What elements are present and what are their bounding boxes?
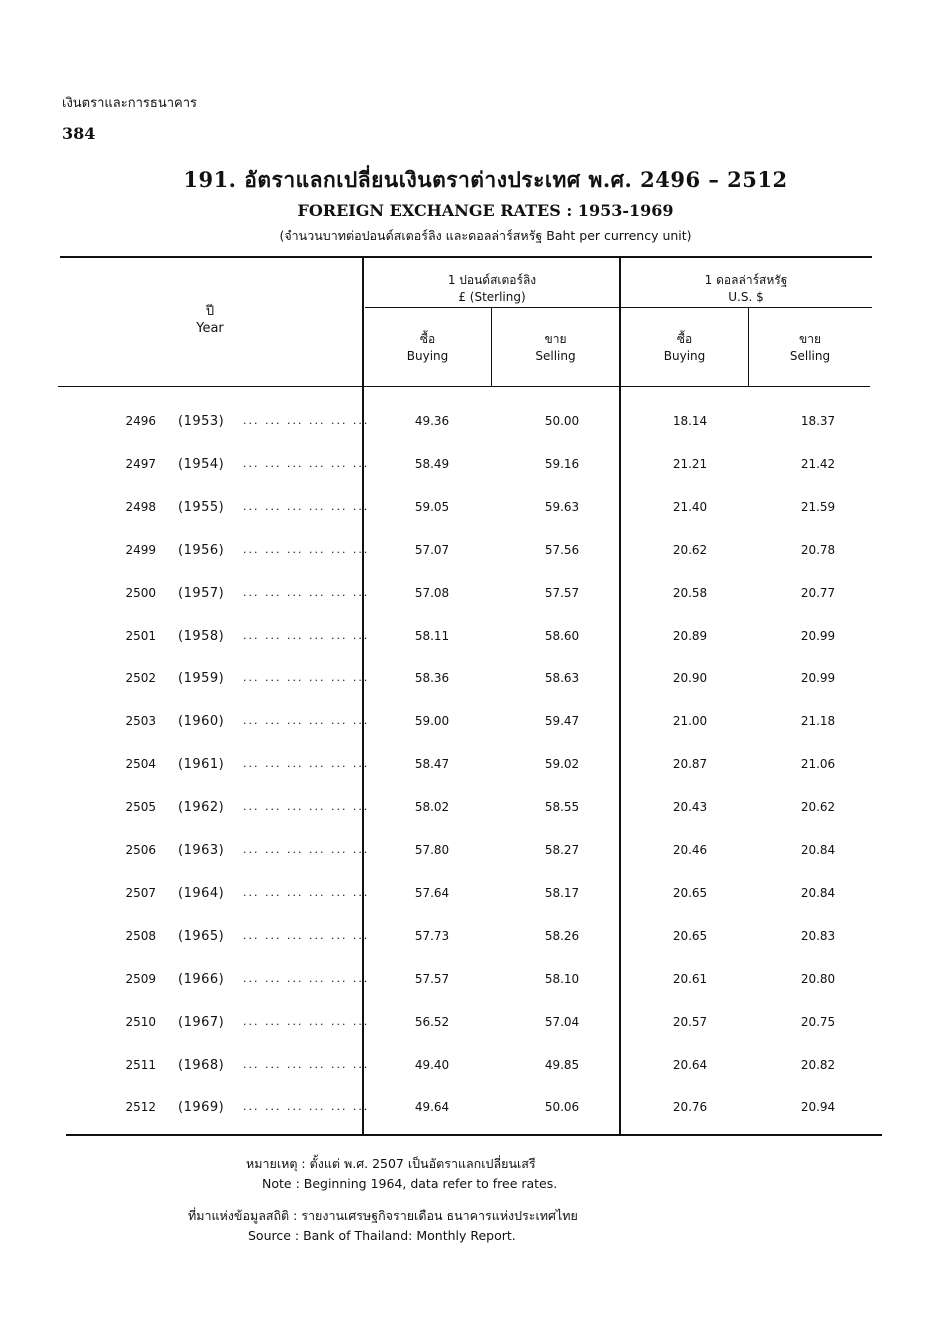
table-row xyxy=(0,714,941,734)
sterling-buying-value: 57.64 xyxy=(414,886,450,900)
leader-dots: ... ... ... ... ... ... xyxy=(243,757,370,770)
leader-dots: ... ... ... ... ... ... xyxy=(243,843,370,856)
sterling-selling-value: 57.57 xyxy=(544,586,580,600)
dollar-buying-value: 20.43 xyxy=(672,800,708,814)
leader-dots: ... ... ... ... ... ... xyxy=(243,886,370,899)
sterling-selling-value: 58.26 xyxy=(544,929,580,943)
dollar-selling-value: 20.82 xyxy=(800,1058,836,1072)
dollar-buying-value: 21.00 xyxy=(672,714,708,728)
sterling-selling-value: 58.55 xyxy=(544,800,580,814)
dollar-header-line1: 1 ดอลล่าร์สหรัฐ xyxy=(704,273,788,287)
year-be: 2504 xyxy=(125,757,156,771)
year-be: 2512 xyxy=(125,1100,156,1114)
sterling-buying-value: 57.57 xyxy=(414,972,450,986)
dollar-selling-value: 21.18 xyxy=(800,714,836,728)
sterling-buying-value: 57.73 xyxy=(414,929,450,943)
subheader-english: Buying xyxy=(406,349,449,363)
dollar-selling-value: 18.37 xyxy=(800,414,836,428)
dollar-selling-value: 20.84 xyxy=(800,886,836,900)
subheader-english: Buying xyxy=(663,349,706,363)
year-be: 2505 xyxy=(125,800,156,814)
dollar-selling-value: 20.84 xyxy=(800,843,836,857)
dollar-selling-value: 20.83 xyxy=(800,929,836,943)
dollar-buying-value: 20.87 xyxy=(672,757,708,771)
sterling-buying-value: 58.11 xyxy=(414,629,450,643)
leader-dots: ... ... ... ... ... ... xyxy=(243,714,370,727)
dollar-selling-value: 20.99 xyxy=(800,671,836,685)
leader-dots: ... ... ... ... ... ... xyxy=(243,972,370,985)
dollar-buying-value: 18.14 xyxy=(672,414,708,428)
year-ad: (1963) xyxy=(178,843,225,858)
table-row xyxy=(0,500,941,520)
year-ad: (1967) xyxy=(178,1015,225,1030)
dollar-selling-value: 21.42 xyxy=(800,457,836,471)
dollar-buying-value: 20.57 xyxy=(672,1015,708,1029)
sterling-selling-value: 58.27 xyxy=(544,843,580,857)
dollar-buying-value: 20.58 xyxy=(672,586,708,600)
dollar-buying-value: 20.62 xyxy=(672,543,708,557)
year-be: 2510 xyxy=(125,1015,156,1029)
dollar-selling-value: 21.06 xyxy=(800,757,836,771)
sterling-selling-header xyxy=(492,331,619,365)
leader-dots: ... ... ... ... ... ... xyxy=(243,929,370,942)
dollar-buying-header xyxy=(621,331,748,365)
year-ad: (1954) xyxy=(178,457,225,472)
year-ad: (1961) xyxy=(178,757,225,772)
sterling-buying-value: 58.02 xyxy=(414,800,450,814)
dollar-selling-value: 20.94 xyxy=(800,1100,836,1114)
sterling-buying-value: 49.36 xyxy=(414,414,450,428)
sterling-selling-value: 50.06 xyxy=(544,1100,580,1114)
subheader-english: Selling xyxy=(535,349,576,363)
sterling-buying-value: 49.40 xyxy=(414,1058,450,1072)
year-ad: (1969) xyxy=(178,1100,225,1115)
sterling-selling-value: 59.47 xyxy=(544,714,580,728)
table-title-thai: 191. อัตราแลกเปลี่ยนเงินตราต่างประเทศ พ.ศ. 2496 – 2512 xyxy=(183,167,788,192)
sterling-selling-value: 58.60 xyxy=(544,629,580,643)
table-row xyxy=(0,843,941,863)
dollar-buying-value: 20.46 xyxy=(672,843,708,857)
subheader-thai: ขาย xyxy=(544,332,567,346)
leader-dots: ... ... ... ... ... ... xyxy=(243,414,370,427)
table-row xyxy=(0,1015,941,1035)
year-ad: (1966) xyxy=(178,972,225,987)
year-be: 2502 xyxy=(125,671,156,685)
subheader-thai: ซื้อ xyxy=(419,332,436,346)
subheader-thai: ซื้อ xyxy=(676,332,693,346)
sterling-buying-value: 58.49 xyxy=(414,457,450,471)
dollar-header-line2: U.S. $ xyxy=(728,290,764,304)
year-header-thai: ปี xyxy=(205,304,215,319)
year-ad: (1955) xyxy=(178,500,225,515)
page-number: 384 xyxy=(62,124,96,143)
dollar-buying-value: 21.40 xyxy=(672,500,708,514)
table-row xyxy=(0,1100,941,1120)
dollar-buying-value: 20.89 xyxy=(672,629,708,643)
table-row xyxy=(0,757,941,777)
dollar-selling-header xyxy=(749,331,871,365)
note-thai: หมายเหตุ : ตั้งแต่ พ.ศ. 2507 เป็นอัตราแลกเปลี่ยนเสรี xyxy=(246,1156,536,1171)
leader-dots: ... ... ... ... ... ... xyxy=(243,1100,370,1113)
title-block xyxy=(0,164,941,246)
dollar-selling-value: 20.99 xyxy=(800,629,836,643)
dollar-selling-value: 20.75 xyxy=(800,1015,836,1029)
dollar-buying-value: 20.61 xyxy=(672,972,708,986)
year-ad: (1959) xyxy=(178,671,225,686)
sterling-header-line1: 1 ปอนด์สเตอร์ลิง xyxy=(447,273,537,287)
table-row xyxy=(0,629,941,649)
sterling-buying-value: 59.05 xyxy=(414,500,450,514)
year-header xyxy=(60,303,360,337)
sterling-group-header xyxy=(364,272,620,306)
sterling-buying-value: 59.00 xyxy=(414,714,450,728)
table-row xyxy=(0,457,941,477)
year-ad: (1968) xyxy=(178,1058,225,1073)
year-ad: (1958) xyxy=(178,629,225,644)
source-thai: ที่มาแห่งข้อมูลสถิติ : รายงานเศรษฐกิจรายเดือน ธนาคารแห่งประเทศไทย xyxy=(188,1208,578,1223)
dollar-selling-value: 20.62 xyxy=(800,800,836,814)
dollar-selling-value: 20.78 xyxy=(800,543,836,557)
year-be: 2501 xyxy=(125,629,156,643)
leader-dots: ... ... ... ... ... ... xyxy=(243,671,370,684)
table-bottom-rule xyxy=(66,1134,882,1136)
year-be: 2499 xyxy=(125,543,156,557)
year-be: 2507 xyxy=(125,886,156,900)
year-column-rule xyxy=(362,258,364,1134)
source-english: Source : Bank of Thailand: Monthly Report. xyxy=(248,1228,516,1243)
leader-dots: ... ... ... ... ... ... xyxy=(243,457,370,470)
table-row xyxy=(0,972,941,992)
year-ad: (1962) xyxy=(178,800,225,815)
dollar-group-header xyxy=(621,272,871,306)
sterling-selling-value: 58.63 xyxy=(544,671,580,685)
sterling-selling-value: 50.00 xyxy=(544,414,580,428)
table-row xyxy=(0,929,941,949)
table-row xyxy=(0,1058,941,1078)
year-be: 2503 xyxy=(125,714,156,728)
table-row xyxy=(0,800,941,820)
note-english: Note : Beginning 1964, data refer to free rates. xyxy=(262,1176,558,1191)
running-head: เงินตราและการธนาคาร xyxy=(62,96,197,111)
header-bottom-rule xyxy=(58,386,870,387)
leader-dots: ... ... ... ... ... ... xyxy=(243,1015,370,1028)
leader-dots: ... ... ... ... ... ... xyxy=(243,1058,370,1071)
sterling-buying-value: 58.36 xyxy=(414,671,450,685)
sterling-buying-value: 56.52 xyxy=(414,1015,450,1029)
leader-dots: ... ... ... ... ... ... xyxy=(243,586,370,599)
year-be: 2500 xyxy=(125,586,156,600)
sterling-buying-header xyxy=(364,331,491,365)
sterling-selling-value: 58.10 xyxy=(544,972,580,986)
subheader-thai: ขาย xyxy=(799,332,821,346)
dollar-selling-value: 20.77 xyxy=(800,586,836,600)
year-ad: (1965) xyxy=(178,929,225,944)
sterling-selling-value: 59.16 xyxy=(544,457,580,471)
dollar-buying-value: 20.90 xyxy=(672,671,708,685)
leader-dots: ... ... ... ... ... ... xyxy=(243,500,370,513)
sterling-buying-value: 57.80 xyxy=(414,843,450,857)
dollar-buying-value: 21.21 xyxy=(672,457,708,471)
year-ad: (1957) xyxy=(178,586,225,601)
unit-note: (จำนวนบาทต่อปอนด์สเตอร์ลิง และดอลล่าร์สหรัฐ Baht per currency unit) xyxy=(279,228,692,243)
year-ad: (1953) xyxy=(178,414,225,429)
sterling-buying-value: 57.07 xyxy=(414,543,450,557)
table-row xyxy=(0,543,941,563)
leader-dots: ... ... ... ... ... ... xyxy=(243,543,370,556)
dollar-buying-value: 20.65 xyxy=(672,886,708,900)
leader-dots: ... ... ... ... ... ... xyxy=(243,800,370,813)
year-be: 2506 xyxy=(125,843,156,857)
year-ad: (1960) xyxy=(178,714,225,729)
dollar-buying-value: 20.76 xyxy=(672,1100,708,1114)
dollar-selling-value: 21.59 xyxy=(800,500,836,514)
table-row xyxy=(0,671,941,691)
dollar-selling-value: 20.80 xyxy=(800,972,836,986)
table-row xyxy=(0,886,941,906)
year-be: 2508 xyxy=(125,929,156,943)
leader-dots: ... ... ... ... ... ... xyxy=(243,629,370,642)
dollar-buying-value: 20.64 xyxy=(672,1058,708,1072)
table-top-rule xyxy=(60,256,872,258)
sterling-selling-value: 57.56 xyxy=(544,543,580,557)
sterling-selling-value: 57.04 xyxy=(544,1015,580,1029)
year-be: 2497 xyxy=(125,457,156,471)
table-row xyxy=(0,586,941,606)
currency-group-rule xyxy=(619,258,621,1134)
sterling-selling-value: 59.63 xyxy=(544,500,580,514)
year-be: 2498 xyxy=(125,500,156,514)
sterling-buying-value: 49.64 xyxy=(414,1100,450,1114)
year-be: 2511 xyxy=(125,1058,156,1072)
year-ad: (1956) xyxy=(178,543,225,558)
year-be: 2509 xyxy=(125,972,156,986)
year-header-english: Year xyxy=(196,321,224,336)
sterling-selling-value: 58.17 xyxy=(544,886,580,900)
year-be: 2496 xyxy=(125,414,156,428)
subheader-english: Selling xyxy=(789,349,831,363)
sterling-selling-value: 49.85 xyxy=(544,1058,580,1072)
year-ad: (1964) xyxy=(178,886,225,901)
sterling-buying-value: 57.08 xyxy=(414,586,450,600)
table-title-english: FOREIGN EXCHANGE RATES : 1953-1969 xyxy=(297,201,674,220)
sterling-selling-value: 59.02 xyxy=(544,757,580,771)
table-row xyxy=(0,414,941,434)
sterling-header-line2: £ (Sterling) xyxy=(458,290,526,304)
sterling-buying-value: 58.47 xyxy=(414,757,450,771)
dollar-buying-value: 20.65 xyxy=(672,929,708,943)
